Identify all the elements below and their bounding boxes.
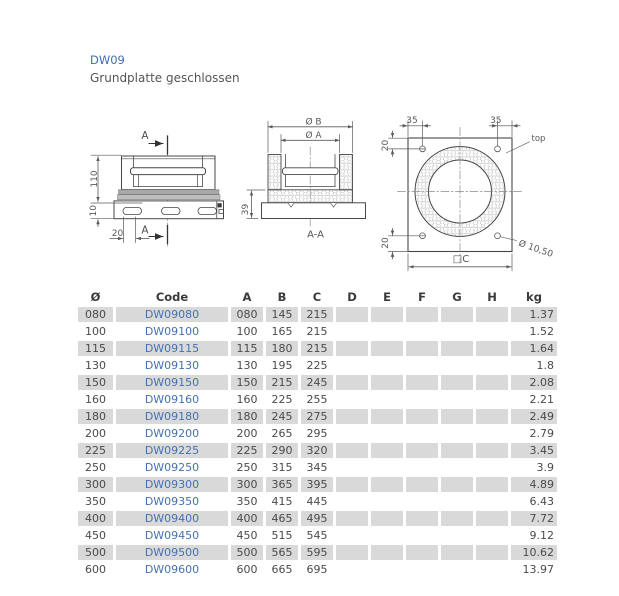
table-cell [476, 375, 508, 390]
table-cell: 115 [78, 341, 113, 356]
table-cell [336, 358, 368, 373]
table-cell: 100 [236, 325, 258, 338]
side-view-drawing [89, 130, 224, 246]
table-cell [441, 511, 473, 526]
product-code-cell [116, 528, 228, 543]
table-cell: 080 [231, 307, 263, 322]
table-cell: 200 [236, 427, 258, 440]
table-cell: 500 [231, 545, 263, 560]
product-code-cell [116, 375, 228, 390]
table-cell: 2.08 [511, 375, 557, 390]
table-cell [441, 341, 473, 356]
dim-label-square-c: □C [452, 254, 470, 265]
table-cell: 595 [301, 545, 333, 560]
table-cell [336, 324, 368, 339]
table-cell: 3.9 [536, 461, 554, 474]
table-cell: 450 [85, 529, 106, 542]
product-code-title: DW09 [90, 53, 125, 67]
table-cell [406, 460, 438, 475]
product-code-cell [116, 511, 228, 526]
column-header-h: H [487, 290, 497, 304]
table-cell [371, 324, 403, 339]
table-cell: 225 [271, 393, 293, 406]
table-cell [406, 409, 438, 424]
table-cell [336, 562, 368, 577]
table-cell [406, 494, 438, 509]
dim-label-20-side: 20 [111, 229, 124, 239]
table-row [78, 494, 557, 509]
table-cell: 150 [78, 375, 113, 390]
table-cell: 2.79 [529, 427, 554, 440]
product-code-cell [116, 443, 228, 458]
table-cell [476, 426, 508, 441]
product-code-cell [116, 545, 228, 560]
table-cell [371, 392, 403, 407]
product-code-link[interactable]: DW09400 [144, 512, 200, 525]
table-cell: 695 [306, 563, 328, 576]
column-header-d: D [347, 290, 357, 304]
table-cell: 415 [271, 495, 293, 508]
table-row [78, 511, 557, 526]
table-cell [476, 511, 508, 526]
table-cell: 500 [78, 545, 113, 560]
table-cell [476, 324, 508, 339]
table-cell [371, 545, 403, 560]
table-cell: 545 [306, 529, 328, 542]
table-cell: 255 [306, 393, 328, 406]
table-cell [336, 545, 368, 560]
section-a-label-bottom: A [141, 224, 149, 237]
table-cell: 345 [306, 461, 328, 474]
table-cell [406, 511, 438, 526]
dim-label-110: 110 [90, 170, 100, 188]
table-cell [336, 409, 368, 424]
table-cell: 10.62 [511, 545, 557, 560]
table-cell: 150 [231, 375, 263, 390]
table-cell [476, 494, 508, 509]
table-cell: 300 [231, 477, 263, 492]
product-code-link[interactable]: DW09160 [144, 393, 200, 406]
table-cell: 215 [301, 341, 333, 356]
table-cell [406, 545, 438, 560]
table-cell [406, 528, 438, 543]
table-cell [476, 409, 508, 424]
table-cell: 225 [78, 443, 113, 458]
table-cell: 400 [78, 511, 113, 526]
table-cell: 100 [85, 325, 106, 338]
table-cell: 365 [266, 477, 298, 492]
table-cell [371, 477, 403, 492]
table-cell [336, 392, 368, 407]
table-cell [441, 443, 473, 458]
product-code-cell [116, 460, 228, 475]
table-cell: 9.12 [529, 529, 554, 542]
table-cell [476, 307, 508, 322]
product-table-section [75, 287, 561, 579]
table-row [78, 426, 557, 441]
table-cell [441, 392, 473, 407]
table-row [78, 409, 557, 424]
table-cell: 2.49 [511, 409, 557, 424]
table-cell: 165 [271, 325, 293, 338]
table-cell: 160 [236, 393, 258, 406]
product-code-link[interactable]: DW09350 [144, 495, 200, 508]
table-cell [336, 460, 368, 475]
table-cell: 515 [271, 529, 293, 542]
table-cell: 225 [231, 443, 263, 458]
table-cell: 315 [271, 461, 293, 474]
table-cell [406, 324, 438, 339]
table-cell: 215 [306, 325, 328, 338]
table-cell: 195 [271, 359, 293, 372]
column-header-ø: Ø [90, 290, 101, 304]
product-code-link[interactable]: DW09150 [144, 376, 200, 389]
table-cell [441, 477, 473, 492]
table-cell [371, 358, 403, 373]
table-cell: 465 [266, 511, 298, 526]
table-cell [476, 392, 508, 407]
table-cell: 180 [266, 341, 298, 356]
table-cell [406, 392, 438, 407]
product-code-cell [116, 562, 228, 577]
table-cell [371, 409, 403, 424]
product-code-cell [116, 341, 228, 356]
product-code-link[interactable]: DW09130 [144, 359, 200, 372]
column-header-code: Code [155, 290, 189, 304]
dim-label-hole-dia: Ø 10,50 [517, 238, 555, 260]
dim-label-39: 39 [241, 203, 251, 216]
column-header-b: B [277, 290, 287, 304]
table-cell [406, 375, 438, 390]
dim-label-20-bottom: 20 [381, 237, 391, 249]
table-cell [336, 443, 368, 458]
table-cell [476, 545, 508, 560]
table-row [78, 307, 557, 322]
table-row [78, 375, 557, 390]
table-cell: 115 [231, 341, 263, 356]
table-cell: 265 [271, 427, 293, 440]
column-header-c: C [312, 290, 322, 304]
table-row [78, 392, 557, 407]
table-cell [336, 341, 368, 356]
table-cell [371, 307, 403, 322]
table-cell [371, 443, 403, 458]
table-cell: 200 [85, 427, 106, 440]
product-code-cell [116, 409, 228, 424]
table-cell: 215 [266, 375, 298, 390]
table-cell [441, 426, 473, 441]
table-cell [336, 477, 368, 492]
section-a-label-top: A [141, 130, 149, 142]
technical-drawings [0, 0, 619, 282]
table-cell: 320 [301, 443, 333, 458]
table-cell [336, 511, 368, 526]
product-table [75, 287, 560, 579]
table-cell [476, 460, 508, 475]
product-code-cell [116, 392, 228, 407]
table-cell: 250 [85, 461, 106, 474]
table-cell: 130 [85, 359, 106, 372]
product-code-cell [116, 426, 228, 441]
table-cell [441, 375, 473, 390]
table-row [78, 528, 557, 543]
table-cell [441, 324, 473, 339]
table-cell: 180 [78, 409, 113, 424]
table-cell: 215 [301, 307, 333, 322]
table-cell: 4.89 [511, 477, 557, 492]
table-cell: 130 [236, 359, 258, 372]
table-cell [441, 307, 473, 322]
table-cell: 275 [301, 409, 333, 424]
product-code-link[interactable]: DW09500 [144, 546, 200, 559]
table-cell: 350 [85, 495, 106, 508]
table-cell [371, 494, 403, 509]
table-cell [371, 375, 403, 390]
table-cell [406, 307, 438, 322]
table-cell: 400 [231, 511, 263, 526]
table-cell [406, 562, 438, 577]
product-code-link[interactable]: DW09600 [144, 563, 200, 576]
table-cell: 225 [306, 359, 328, 372]
table-cell: 7.72 [511, 511, 557, 526]
product-code-link[interactable]: DW09300 [144, 478, 200, 491]
table-cell [371, 341, 403, 356]
table-cell [371, 528, 403, 543]
table-cell: 145 [266, 307, 298, 322]
table-cell: 1.52 [529, 325, 554, 338]
table-row [78, 545, 557, 560]
table-cell: 445 [306, 495, 328, 508]
table-cell: 395 [301, 477, 333, 492]
dim-label-35-left: 35 [406, 116, 418, 127]
table-cell: 250 [236, 461, 258, 474]
table-cell [336, 375, 368, 390]
table-cell: 245 [301, 375, 333, 390]
table-cell: 3.45 [511, 443, 557, 458]
table-cell: 080 [78, 307, 113, 322]
table-cell [371, 426, 403, 441]
table-cell [476, 562, 508, 577]
table-header [78, 289, 557, 305]
table-cell [336, 528, 368, 543]
table-cell: 600 [236, 563, 258, 576]
column-header-kg: kg [526, 290, 542, 304]
product-code-link[interactable]: DW09100 [144, 325, 200, 338]
dim-label-35-right: 35 [490, 116, 502, 127]
table-cell: 160 [85, 393, 106, 406]
product-code-link[interactable]: DW09180 [144, 410, 200, 423]
table-cell [336, 426, 368, 441]
dim-label-10: 10 [89, 205, 99, 217]
table-cell [476, 477, 508, 492]
table-cell: 600 [85, 563, 106, 576]
table-cell: 2.21 [529, 393, 554, 406]
column-header-g: G [452, 290, 462, 304]
table-cell [406, 443, 438, 458]
table-cell [406, 358, 438, 373]
product-code-link[interactable]: DW09200 [144, 427, 200, 440]
table-cell [336, 307, 368, 322]
table-row [78, 477, 557, 492]
table-cell [476, 528, 508, 543]
table-row [78, 341, 557, 356]
table-cell [441, 460, 473, 475]
table-cell [441, 545, 473, 560]
table-row [78, 358, 557, 373]
table-cell: 6.43 [529, 495, 554, 508]
table-cell [476, 358, 508, 373]
column-header-e: E [383, 290, 391, 304]
table-cell [371, 460, 403, 475]
table-cell: 13.97 [522, 563, 554, 576]
table-cell: 665 [271, 563, 293, 576]
product-code-link[interactable]: DW09250 [144, 461, 200, 474]
table-row [78, 443, 557, 458]
table-cell: 245 [266, 409, 298, 424]
table-cell [476, 341, 508, 356]
product-name-title: Grundplatte geschlossen [90, 71, 240, 85]
table-cell [406, 341, 438, 356]
table-body [78, 307, 557, 577]
table-cell: 300 [78, 477, 113, 492]
dim-label-20-top: 20 [381, 139, 391, 152]
table-cell [441, 562, 473, 577]
table-cell: 350 [236, 495, 258, 508]
table-row [78, 324, 557, 339]
table-cell: 295 [306, 427, 328, 440]
dim-label-inner-dia: Ø A [305, 130, 322, 141]
table-row [78, 460, 557, 475]
table-cell [371, 511, 403, 526]
product-code-cell [116, 324, 228, 339]
product-code-cell [116, 358, 228, 373]
table-cell: 290 [266, 443, 298, 458]
table-cell: 565 [266, 545, 298, 560]
table-row [78, 562, 557, 577]
dim-label-outer-dia: Ø B [305, 117, 322, 128]
table-cell [336, 494, 368, 509]
table-cell [441, 494, 473, 509]
table-cell [406, 426, 438, 441]
product-code-link[interactable]: DW09115 [144, 342, 200, 355]
table-cell [476, 443, 508, 458]
product-code-cell [116, 494, 228, 509]
product-code-link[interactable]: DW09225 [144, 444, 200, 457]
top-view-drawing [381, 116, 555, 270]
table-cell [406, 477, 438, 492]
column-header-f: F [418, 290, 426, 304]
table-cell [441, 528, 473, 543]
table-cell: 1.8 [536, 359, 554, 372]
table-cell: 495 [301, 511, 333, 526]
product-code-link[interactable]: DW09450 [144, 529, 200, 542]
surface-top-label: top [531, 133, 546, 144]
table-cell [371, 562, 403, 577]
section-view-drawing [241, 116, 366, 240]
product-code-cell [116, 477, 228, 492]
table-cell: 1.64 [511, 341, 557, 356]
product-code-link[interactable]: DW09080 [144, 308, 200, 321]
table-cell: 450 [236, 529, 258, 542]
table-cell [441, 358, 473, 373]
table-cell: 180 [231, 409, 263, 424]
product-code-cell [116, 307, 228, 322]
column-header-a: A [242, 290, 252, 304]
section-name-label: A-A [307, 229, 324, 241]
table-cell [441, 409, 473, 424]
table-cell: 1.37 [511, 307, 557, 322]
